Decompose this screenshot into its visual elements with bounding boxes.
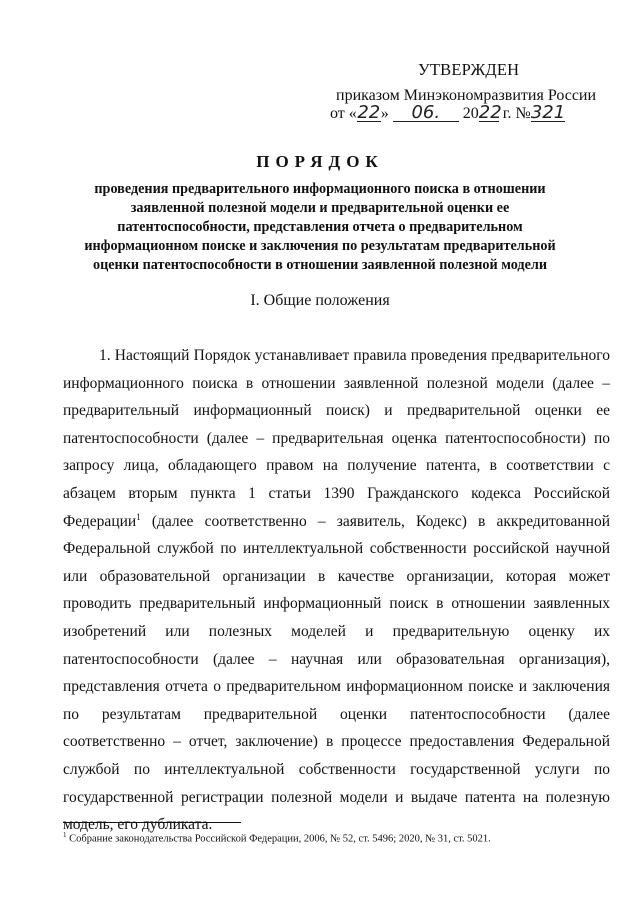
document-title: ПОРЯДОК xyxy=(256,152,384,171)
footnote-marker: 1 xyxy=(63,831,67,839)
date-day-suffix: » xyxy=(380,105,389,122)
paragraph-1 xyxy=(63,342,610,839)
footnote-text: Собрание законодательства Российской Федерации, 2006, № 52, ст. 5496; 2020, № 31, ст. 5021. xyxy=(66,833,491,845)
date-prefix: от « xyxy=(330,105,357,122)
order-line: приказом Минэкономразвития России xyxy=(336,87,597,104)
footnote-reference: 1 xyxy=(136,511,141,522)
section-heading: I. Общие положения xyxy=(250,292,390,309)
footnote xyxy=(63,828,610,847)
approved-label: УТВЕРЖДЕН xyxy=(418,60,520,79)
order-month: 06. xyxy=(393,104,459,122)
year-prefix: 20 xyxy=(462,105,479,122)
paragraph-1-part-1: 1. Настоящий Порядок устанавливает правила проведения предварительного информационного поиска в отношении заявленной полезной модели (далее – предварительный информационный поиск) и предварительной оценки ее патентоспособности (далее – предварительная оценка патентоспособности) по запросу лица, обладающего правом на получение патента, в соответствии с абзацем вторым пункта 1 статьи 1390 Гражданского кодекса Российской Федерации xyxy=(63,347,610,530)
order-year: 22 xyxy=(478,102,502,123)
number-prefix: г. № xyxy=(502,105,531,122)
footnote-divider xyxy=(63,822,241,823)
order-day: 22 xyxy=(357,102,381,123)
paragraph-1-part-2: (далее соответственно – заявитель, Кодекс) в аккредитованной Федеральной службой по интеллектуальной собственности российской научной или образовательной организации в качестве организации, которая может проводить предварительный информационный поиск в отношении заявленных изобретений или полезных моделей и предварительную оценку их патентоспособности (далее – научная или образовательная организация), представления отчета о предварительном информационном поиске и заключения по результатам предварительной оценки патентоспособности (далее соответственно – отчет, заключение) в процессе предоставления Федеральной службой по интеллектуальной собственности государственной услуги по государственной регистрации полезной модели и выдаче патента на полезную модель, его дубликата. xyxy=(63,512,610,834)
order-number: 321 xyxy=(530,102,566,123)
order-date-line xyxy=(330,104,565,124)
document-subtitle: проведения предварительного информационного поиска в отношении заявленной полезной модели и предварительной оценки ее патентоспособности, представления отчета о предварительном информационном поиске и заключения по результатам предварительной оценки патентоспособности в отношении заявленной полезной модели xyxy=(84,181,556,273)
